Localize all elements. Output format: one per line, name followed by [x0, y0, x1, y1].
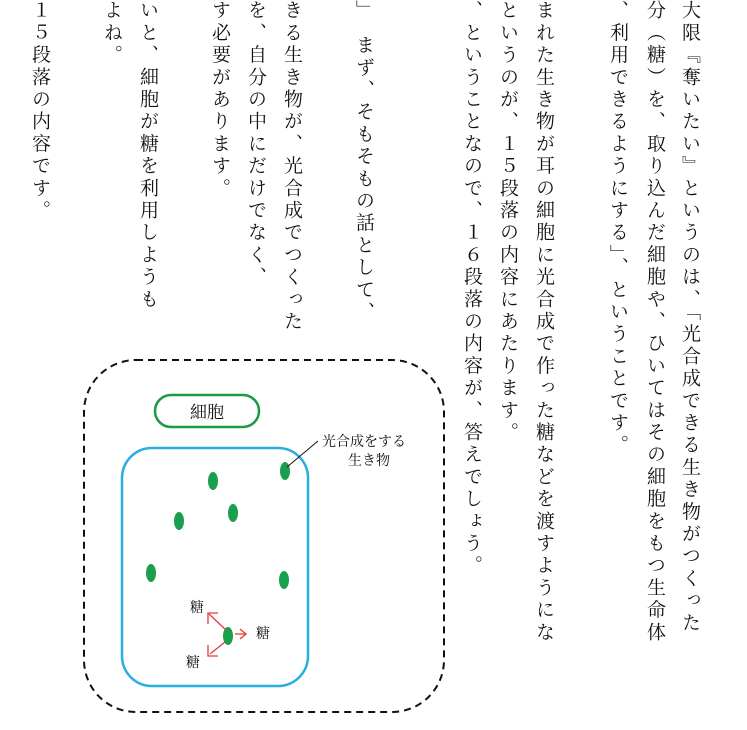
sugar-arrow-up [209, 614, 226, 630]
sugar-label-bottom: 糖 [186, 655, 200, 671]
text-column-2: 分（糖）を、取り込んだ細胞や、ひいてはその細胞をもつ生命体 [644, 0, 666, 644]
text-column-3: 、利用できるようにする」、ということです。 [607, 0, 629, 457]
organism-pointer-line [287, 441, 318, 467]
organisms [146, 462, 290, 645]
text-column-13: １５段落の内容です。 [29, 0, 51, 222]
organism-dot [228, 504, 238, 522]
organism-dot [174, 512, 184, 530]
organism-label-line2: 生き物 [348, 453, 390, 469]
organism-dot [208, 472, 218, 490]
organism-dot [146, 564, 156, 582]
text-column-8: きる生き物が、光合成でつくった [281, 0, 303, 333]
text-column-9: を、自分の中にだけでなく、 [245, 0, 267, 289]
organism-dot [280, 462, 290, 480]
text-column-7: 」 まず、そもそもの話として、 [353, 0, 375, 324]
cell-label: 細胞 [190, 403, 224, 423]
text-column-12: よね。 [101, 0, 123, 67]
text-column-5: というのが、１５段落の内容にあたります。 [497, 0, 519, 444]
organism-dot [279, 571, 289, 589]
text-column-6: 、ということなので、１６段落の内容が、答えでしょう。 [461, 0, 483, 578]
text-column-1: 大限『奪いたい』というのは、「光合成できる生き物がつくった [679, 0, 701, 635]
diagram-outer-border [84, 360, 444, 712]
text-column-4: まれた生き物が耳の細胞に光合成で作った糖などを渡すようにな [533, 0, 555, 644]
sugar-arrow-down [210, 642, 225, 654]
text-column-11: いと、細胞が糖を利用しようも [137, 0, 159, 311]
arrowhead-down [208, 645, 218, 656]
sugar-label-top: 糖 [190, 600, 204, 616]
sugar-label-right: 糖 [256, 626, 270, 642]
text-column-10: す必要があります。 [209, 0, 231, 200]
organism-label-line1: 光合成をする [322, 434, 406, 450]
